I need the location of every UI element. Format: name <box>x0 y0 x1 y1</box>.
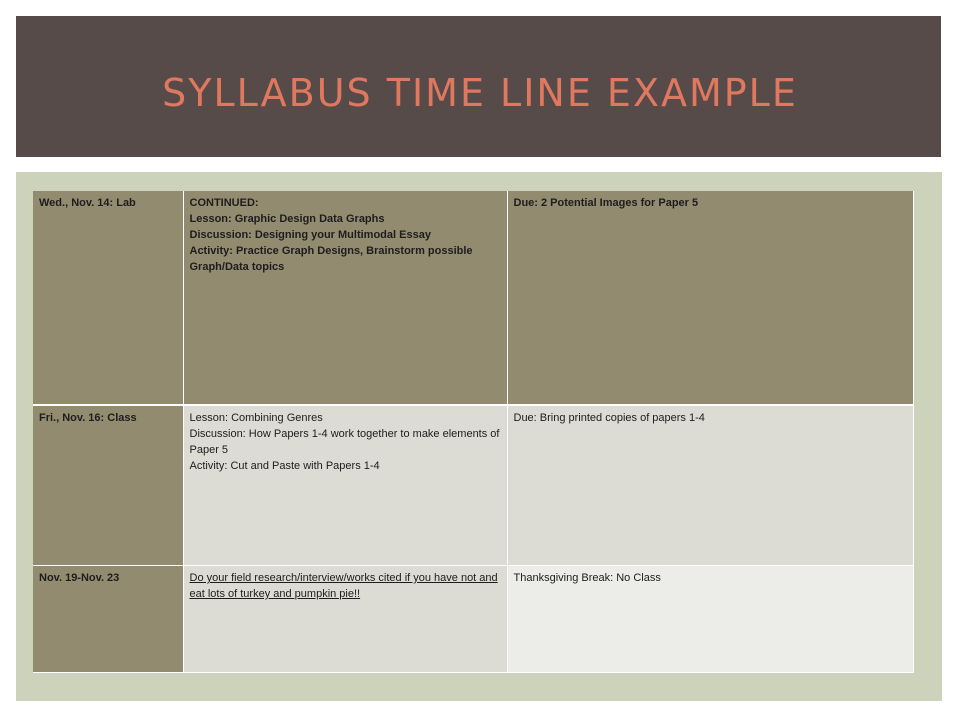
table-row <box>33 191 913 405</box>
date-cell: Nov. 19-Nov. 23 <box>33 566 183 673</box>
plan-line: CONTINUED: <box>189 197 259 209</box>
due-cell: Due: Bring printed copies of papers 1-4 <box>507 405 913 566</box>
plan-line: Lesson: Graphic Design Data Graphs <box>189 213 385 225</box>
table-row <box>33 405 913 566</box>
schedule-table <box>33 191 914 673</box>
date-cell: Wed., Nov. 14: Lab <box>33 191 183 405</box>
plan-line: Discussion: Designing your Multimodal Essay <box>189 229 431 241</box>
due-cell: Due: 2 Potential Images for Paper 5 <box>507 191 913 405</box>
due-cell: Thanksgiving Break: No Class <box>507 566 913 673</box>
slide-title: SYLLABUS TIME LINE EXAMPLE <box>162 71 798 115</box>
table-row <box>33 566 913 673</box>
date-cell: Fri., Nov. 16: Class <box>33 405 183 566</box>
plan-line: Activity: Cut and Paste with Papers 1-4 <box>189 460 380 472</box>
plan-line: Do your field research/interview/works cited if you have not and eat lots of turkey and pumpkin pie!! <box>189 572 498 600</box>
plan-cell <box>183 566 507 673</box>
plan-line: Lesson: Combining Genres <box>189 412 323 424</box>
plan-cell <box>183 191 507 405</box>
plan-cell <box>183 405 507 566</box>
plan-line: Activity: Practice Graph Designs, Brainstorm possible Graph/Data topics <box>189 245 473 273</box>
plan-line: Discussion: How Papers 1-4 work together to make elements of Paper 5 <box>189 428 500 456</box>
